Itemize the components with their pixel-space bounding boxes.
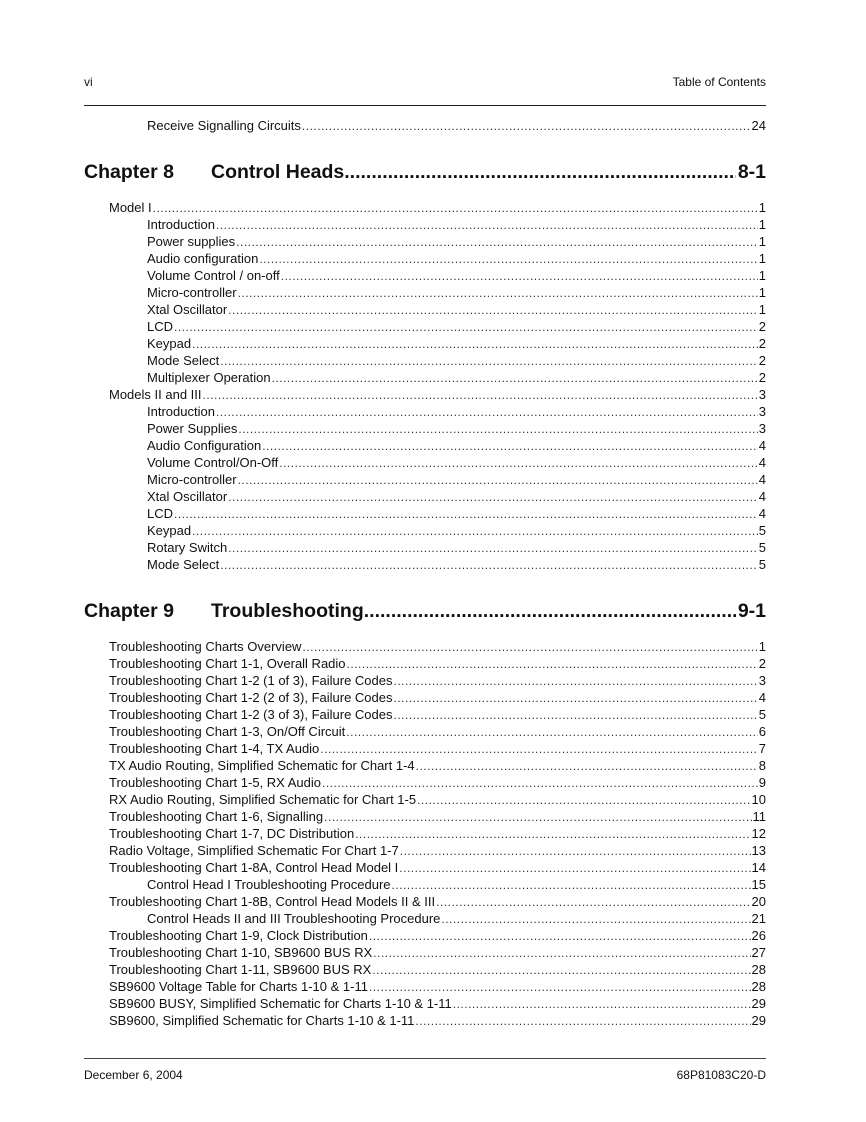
toc-entry-page: 4 xyxy=(758,489,766,504)
toc-entry[interactable] xyxy=(109,944,766,961)
toc-entry[interactable] xyxy=(109,723,766,740)
toc-entry-page: 8 xyxy=(758,758,766,773)
chapter-number: Chapter 8 xyxy=(84,161,174,183)
dot-leader xyxy=(322,774,758,792)
chapter-title: Troubleshooting xyxy=(211,600,364,622)
toc-entry-label: Troubleshooting Chart 1-3, On/Off Circuit xyxy=(109,724,346,739)
toc-entry[interactable] xyxy=(109,774,766,791)
toc-entry-label: Mode Select xyxy=(147,557,220,572)
toc-entry-label: TX Audio Routing, Simplified Schematic for Chart 1-4 xyxy=(109,758,415,773)
toc-entry[interactable] xyxy=(147,233,766,250)
toc-entry[interactable] xyxy=(147,437,766,454)
toc-entry[interactable] xyxy=(109,927,766,944)
toc-entry[interactable] xyxy=(147,556,766,573)
dot-leader xyxy=(369,978,751,996)
toc-entry[interactable] xyxy=(147,216,766,233)
dot-leader xyxy=(259,250,757,268)
toc-entry[interactable] xyxy=(109,1012,766,1029)
toc-entry-page: 1 xyxy=(758,217,766,232)
toc-entry-label: Troubleshooting Charts Overview xyxy=(109,639,302,654)
toc-entry-label: Receive Signalling Circuits xyxy=(147,118,301,133)
dot-leader xyxy=(236,233,758,251)
toc-entry[interactable] xyxy=(109,655,766,672)
dot-leader xyxy=(192,522,758,540)
toc-entry-page: 20 xyxy=(751,894,766,909)
toc-entry[interactable] xyxy=(147,117,766,134)
dot-leader xyxy=(355,825,750,843)
page-footer-docnum: 68P81083C20-D xyxy=(676,1068,766,1082)
dot-leader xyxy=(279,454,758,472)
toc-entry-page: 5 xyxy=(758,557,766,572)
toc-entry-page: 2 xyxy=(758,353,766,368)
toc-entry-page: 2 xyxy=(758,656,766,671)
dot-leader xyxy=(281,267,758,285)
toc-entry[interactable] xyxy=(109,672,766,689)
dot-leader xyxy=(394,672,758,690)
toc-entry[interactable] xyxy=(109,689,766,706)
toc-entry-page: 9 xyxy=(758,775,766,790)
toc-entry-page: 5 xyxy=(758,523,766,538)
toc-entry[interactable] xyxy=(147,318,766,335)
toc-entry-page: 10 xyxy=(751,792,766,807)
toc-entry-label: Multiplexer Operation xyxy=(147,370,271,385)
toc-entry-page: 2 xyxy=(758,336,766,351)
toc-entry[interactable] xyxy=(147,250,766,267)
toc-entry-page: 2 xyxy=(758,370,766,385)
toc-entry-page: 6 xyxy=(758,724,766,739)
toc-entry-label: Audio configuration xyxy=(147,251,259,266)
dot-leader xyxy=(400,842,751,860)
table-of-contents xyxy=(84,0,766,1050)
toc-entry[interactable] xyxy=(109,995,766,1012)
toc-entry[interactable] xyxy=(109,859,766,876)
toc-entry-page: 1 xyxy=(758,639,766,654)
chapter-heading[interactable] xyxy=(84,159,766,185)
page-footer-date: December 6, 2004 xyxy=(84,1068,183,1082)
toc-entry-label: Micro-controller xyxy=(147,285,237,300)
toc-entry[interactable] xyxy=(147,471,766,488)
toc-entry-label: Troubleshooting Chart 1-7, DC Distribution xyxy=(109,826,355,841)
toc-entry-page: 4 xyxy=(758,472,766,487)
dot-leader xyxy=(220,352,758,370)
toc-entry-label: Mode Select xyxy=(147,353,220,368)
toc-entry-page: 14 xyxy=(751,860,766,875)
page-header-right: Table of Contents xyxy=(672,75,766,89)
toc-entry-label: Models II and III xyxy=(109,387,202,402)
dot-leader xyxy=(238,471,758,489)
dot-leader xyxy=(344,159,736,185)
toc-entry-label: RX Audio Routing, Simplified Schematic for Chart 1-5 xyxy=(109,792,417,807)
toc-entry-page: 12 xyxy=(751,826,766,841)
dot-leader xyxy=(324,808,751,826)
toc-entry[interactable] xyxy=(109,893,766,910)
toc-entry-label: SB9600 Voltage Table for Charts 1-10 & 1-11 xyxy=(109,979,368,994)
toc-entry-label: LCD xyxy=(147,506,174,521)
toc-entry-label: Micro-controller xyxy=(147,472,237,487)
dot-leader xyxy=(399,859,750,877)
toc-entry-label: Volume Control/On-Off xyxy=(147,455,279,470)
toc-entry-page: 3 xyxy=(758,387,766,402)
toc-entry-page: 1 xyxy=(758,200,766,215)
toc-entry-page: 28 xyxy=(751,979,766,994)
toc-entry-label: Troubleshooting Chart 1-2 (2 of 3), Failure Codes xyxy=(109,690,393,705)
toc-entry-page: 3 xyxy=(758,421,766,436)
toc-entry[interactable] xyxy=(147,910,766,927)
chapter-page: 8-1 xyxy=(737,161,766,183)
toc-entry-label: Introduction xyxy=(147,404,215,419)
toc-entry-label: Audio Configuration xyxy=(147,438,262,453)
dot-leader xyxy=(369,927,751,945)
toc-entry-page: 29 xyxy=(751,1013,766,1028)
dot-leader xyxy=(453,995,751,1013)
dot-leader xyxy=(238,284,758,302)
page-header-left: vi xyxy=(84,75,93,89)
dot-leader xyxy=(262,437,758,455)
toc-entry[interactable] xyxy=(109,791,766,808)
dot-leader xyxy=(216,216,758,234)
dot-leader xyxy=(302,638,757,656)
toc-entry-label: Xtal Oscillator xyxy=(147,489,228,504)
toc-entry[interactable] xyxy=(109,638,766,655)
toc-entry[interactable] xyxy=(109,706,766,723)
toc-entry[interactable] xyxy=(147,876,766,893)
toc-entry-page: 5 xyxy=(758,540,766,555)
toc-entry[interactable] xyxy=(109,740,766,757)
dot-leader xyxy=(192,335,758,353)
dot-leader xyxy=(174,505,758,523)
toc-entry-label: Keypad xyxy=(147,523,192,538)
toc-entry-page: 1 xyxy=(758,251,766,266)
dot-leader xyxy=(416,757,758,775)
chapter-page: 9-1 xyxy=(737,600,766,622)
toc-entry-label: Keypad xyxy=(147,336,192,351)
dot-leader xyxy=(302,117,751,135)
dot-leader xyxy=(228,301,758,319)
toc-entry-page: 4 xyxy=(758,438,766,453)
toc-entry-page: 1 xyxy=(758,302,766,317)
dot-leader xyxy=(320,740,757,758)
dot-leader xyxy=(203,386,758,404)
dot-leader xyxy=(238,420,757,438)
toc-entry-page: 21 xyxy=(751,911,766,926)
toc-entry[interactable] xyxy=(147,267,766,284)
toc-entry-page: 13 xyxy=(751,843,766,858)
toc-entry-label: Troubleshooting Chart 1-4, TX Audio xyxy=(109,741,320,756)
dot-leader xyxy=(373,944,750,962)
dot-leader xyxy=(392,876,751,894)
footer-rule xyxy=(84,1058,766,1059)
toc-entry-label: Troubleshooting Chart 1-9, Clock Distribution xyxy=(109,928,368,943)
toc-entry[interactable] xyxy=(147,403,766,420)
toc-entry-page: 7 xyxy=(758,741,766,756)
dot-leader xyxy=(220,556,758,574)
dot-leader xyxy=(394,689,758,707)
dot-leader xyxy=(347,655,758,673)
toc-entry[interactable] xyxy=(147,369,766,386)
dot-leader xyxy=(415,1012,750,1030)
toc-entry[interactable] xyxy=(147,335,766,352)
toc-entry[interactable] xyxy=(147,505,766,522)
toc-entry-label: Troubleshooting Chart 1-6, Signalling xyxy=(109,809,324,824)
toc-entry[interactable] xyxy=(109,842,766,859)
toc-entry[interactable] xyxy=(147,352,766,369)
dot-leader xyxy=(228,539,758,557)
toc-entry-page: 27 xyxy=(751,945,766,960)
toc-entry-label: Volume Control / on-off xyxy=(147,268,280,283)
dot-leader xyxy=(436,893,750,911)
toc-entry-page: 3 xyxy=(758,404,766,419)
toc-entry[interactable] xyxy=(147,488,766,505)
toc-entry-page: 11 xyxy=(752,809,766,824)
toc-entry-label: Control Head I Troubleshooting Procedure xyxy=(147,877,391,892)
toc-entry-page: 29 xyxy=(751,996,766,1011)
dot-leader xyxy=(441,910,750,928)
toc-entry-label: Introduction xyxy=(147,217,215,232)
toc-entry[interactable] xyxy=(109,978,766,995)
dot-leader xyxy=(216,403,758,421)
toc-entry[interactable] xyxy=(109,757,766,774)
toc-entry-page: 4 xyxy=(758,690,766,705)
toc-entry-label: Troubleshooting Chart 1-1, Overall Radio xyxy=(109,656,346,671)
toc-entry-label: Troubleshooting Chart 1-5, RX Audio xyxy=(109,775,321,790)
chapter-title: Control Heads xyxy=(211,161,345,183)
toc-entry-page: 24 xyxy=(751,118,766,133)
dot-leader xyxy=(174,318,758,336)
toc-entry-page: 26 xyxy=(751,928,766,943)
toc-entry-label: Troubleshooting Chart 1-11, SB9600 BUS RX xyxy=(109,962,372,977)
toc-entry[interactable] xyxy=(147,284,766,301)
dot-leader xyxy=(228,488,758,506)
dot-leader xyxy=(417,791,750,809)
toc-entry[interactable] xyxy=(109,961,766,978)
toc-entry[interactable] xyxy=(109,199,766,216)
toc-entry-label: Troubleshooting Chart 1-8A, Control Head Model I xyxy=(109,860,399,875)
toc-entry-label: Model I xyxy=(109,200,152,215)
toc-entry-label: SB9600 BUSY, Simplified Schematic for Charts 1-10 & 1-11 xyxy=(109,996,452,1011)
chapter-number: Chapter 9 xyxy=(84,600,174,622)
toc-entry[interactable] xyxy=(147,420,766,437)
toc-entry-page: 1 xyxy=(758,285,766,300)
toc-entry-label: Troubleshooting Chart 1-2 (3 of 3), Failure Codes xyxy=(109,707,393,722)
toc-entry-label: Power supplies xyxy=(147,234,236,249)
toc-entry-page: 1 xyxy=(758,234,766,249)
toc-entry-label: Radio Voltage, Simplified Schematic For Chart 1-7 xyxy=(109,843,399,858)
toc-entry-page: 4 xyxy=(758,455,766,470)
toc-entry-page: 3 xyxy=(758,673,766,688)
toc-entry-label: Rotary Switch xyxy=(147,540,228,555)
toc-entry-label: LCD xyxy=(147,319,174,334)
toc-entry[interactable] xyxy=(147,539,766,556)
toc-entry-label: Control Heads II and III Troubleshooting Procedure xyxy=(147,911,441,926)
toc-entry-page: 15 xyxy=(751,877,766,892)
toc-entry-label: Power Supplies xyxy=(147,421,238,436)
dot-leader xyxy=(394,706,758,724)
dot-leader xyxy=(364,598,736,624)
toc-entry[interactable] xyxy=(109,825,766,842)
chapter-heading[interactable] xyxy=(84,598,766,624)
toc-entry-page: 28 xyxy=(751,962,766,977)
toc-entry-page: 5 xyxy=(758,707,766,722)
dot-leader xyxy=(153,199,758,217)
toc-entry[interactable] xyxy=(109,386,766,403)
toc-entry[interactable] xyxy=(147,301,766,318)
dot-leader xyxy=(272,369,758,387)
toc-entry[interactable] xyxy=(109,808,766,825)
toc-entry-page: 1 xyxy=(758,268,766,283)
toc-entry-label: Troubleshooting Chart 1-8B, Control Head Models II & III xyxy=(109,894,436,909)
toc-entry-page: 2 xyxy=(758,319,766,334)
toc-entry-label: Xtal Oscillator xyxy=(147,302,228,317)
toc-entry[interactable] xyxy=(147,522,766,539)
toc-entry-page: 4 xyxy=(758,506,766,521)
toc-entry-label: SB9600, Simplified Schematic for Charts 1-10 & 1-11 xyxy=(109,1013,415,1028)
dot-leader xyxy=(372,961,750,979)
toc-entry-label: Troubleshooting Chart 1-10, SB9600 BUS RX xyxy=(109,945,373,960)
toc-entry[interactable] xyxy=(147,454,766,471)
dot-leader xyxy=(346,723,757,741)
toc-entry-label: Troubleshooting Chart 1-2 (1 of 3), Failure Codes xyxy=(109,673,393,688)
